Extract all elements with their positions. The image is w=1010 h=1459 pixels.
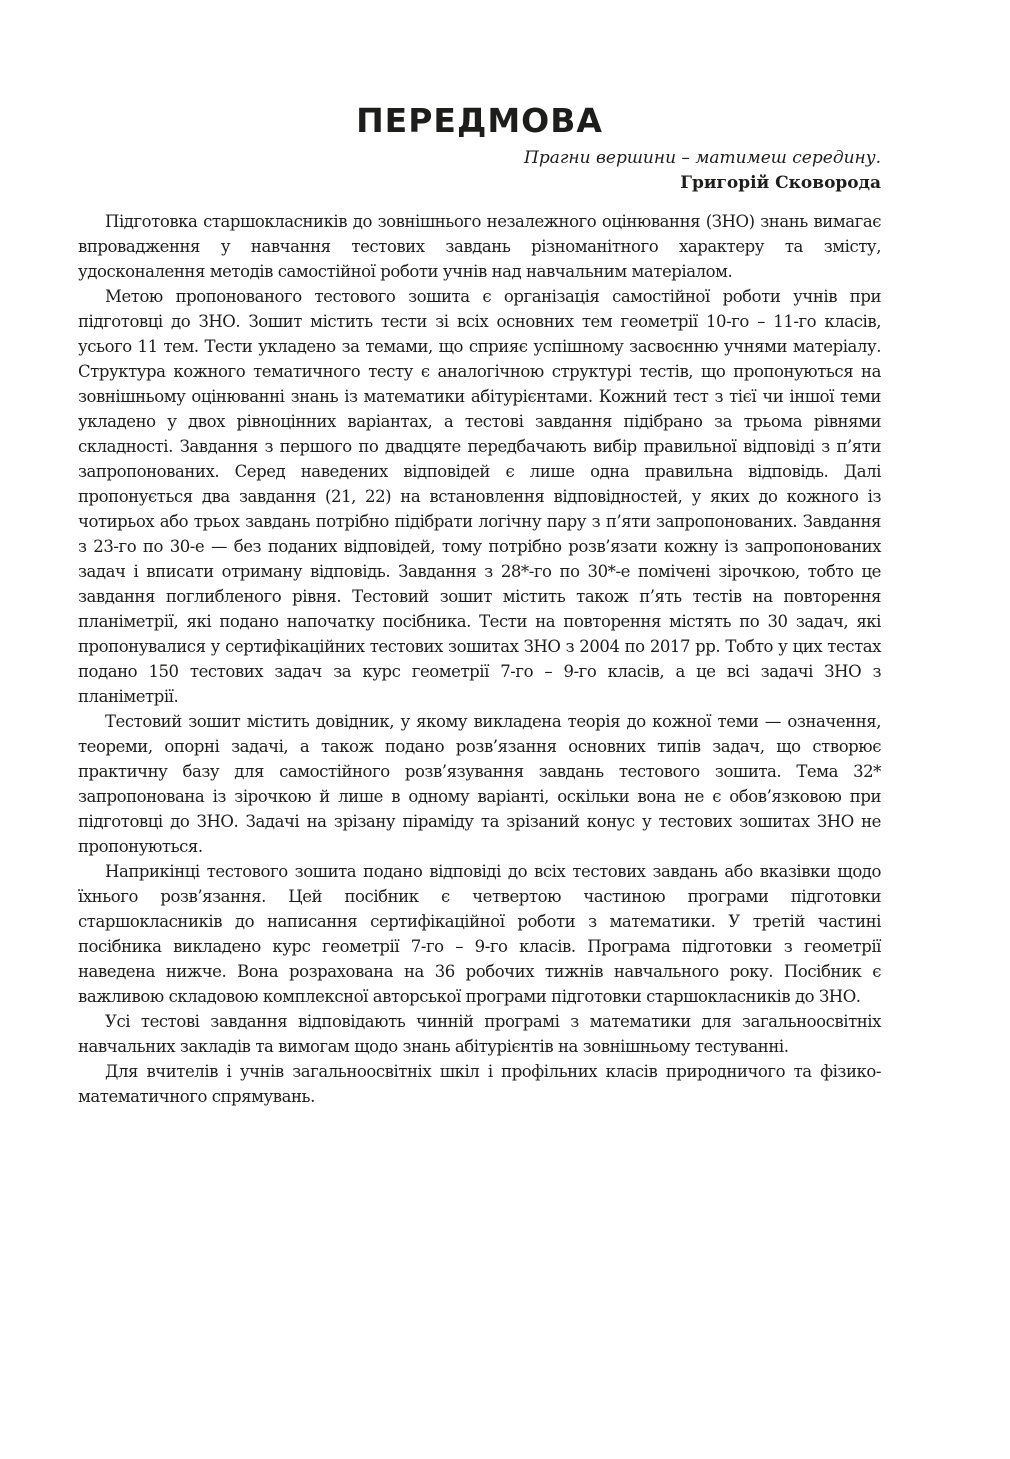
- paragraph: Наприкінці тестового зошита подано відповіді до всіх тестових завдань або вказівки щодо їхнього розв’язання. Цей посібник є четвертою частиною програми підготовки старшокласників до написання сертифікаційної роботи з математики. У третій частині посібника викладено курс геометрії 7-го – 9-го класів. Програма підготовки з геометрії наведена нижче. Вона розрахована на 36 робочих тижнів навчального року. Посібник є важливою складовою комплексної авторської програми підготовки старшокласників до ЗНО.: [78, 862, 881, 1006]
- paragraph: Тестовий зошит містить довідник, у якому викладена теорія до кожної теми — означення, теореми, опорні задачі, а також подано розв’язання основних типів задач, що створює практичну базу для самостійного розв’язування завдань тестового зошита. Тема 32* запропонована із зірочкою й лише в одному варіанті, оскільки вона не є обов’язковою при підготовці до ЗНО. Задачі на зрізану піраміду та зрізаний конус у тестових зошитах ЗНО не пропонуються.: [78, 712, 881, 856]
- paragraph: Підготовка старшокласників до зовнішнього незалежного оцінювання (ЗНО) знань вимагає впровадження у навчання тестових завдань різноманітного характеру та змісту, удосконалення методів самостійної роботи учнів над навчальним матеріалом.: [78, 212, 881, 281]
- epigraph-author: Григорій Сковорода: [680, 173, 881, 193]
- epigraph: [78, 146, 881, 196]
- document-body: [78, 209, 881, 1109]
- epigraph-quote: Прагни вершини – матимеш середину.: [524, 148, 881, 168]
- page-title: ПЕРЕДМОВА: [356, 101, 603, 140]
- paragraph: Для вчителів і учнів загальноосвітніх шкіл і профільних класів природничого та фізико-математичного спрямувань.: [78, 1062, 881, 1106]
- paragraph: Усі тестові завдання відповідають чинній програмі з математики для загальноосвітніх навчальних закладів та вимогам щодо знань абітурієнтів на зовнішньому тестуванні.: [78, 1012, 881, 1056]
- paragraph: Метою пропонованого тестового зошита є організація самостійної роботи учнів при підготовці до ЗНО. Зошит містить тести зі всіх основних тем геометрії 10-го – 11-го класів, усього 11 тем. Тести укладено за темами, що сприяє успішному засвоєнню учнями матеріалу. Структура кожного тематичного тесту є аналогічною структурі тестів, що пропонуються на зовнішньому оцінюванні знань із математики абітурієнтами. Кожний тест з тієї чи іншої теми укладено у двох рівноцінних варіантах, а тестові завдання підібрано за трьома рівнями складності. Завдання з першого по двадцяте передбачають вибір правильної відповіді з п’яти запропонованих. Серед наведених відповідей є лише одна правильна відповідь. Далі пропонується два завдання (21, 22) на встановлення відповідностей, у яких до кожного із чотирьох або трьох завдань потрібно підібрати логічну пару з п’яти запропонованих. Завдання з 23-го по 30-е — без поданих відповідей, тому потрібно розв’язати кожну із запропонованих задач і вписати отриману відповідь. Завдання з 28*-го по 30*-е помічені зірочкою, тобто це завдання поглибленого рівня. Тестовий зошит містить також п’ять тестів на повторення планіметрії, які подано напочатку посібника. Тести на повторення містять по 30 задач, які пропонувалися у сертифікаційних тестових зошитах ЗНО з 2004 по 2017 рр. Тобто у цих тестах подано 150 тестових задач за курс геометрії 7-го – 9-го класів, а це всі задачі ЗНО з планіметрії.: [78, 287, 881, 706]
- document-page: [78, 96, 881, 1109]
